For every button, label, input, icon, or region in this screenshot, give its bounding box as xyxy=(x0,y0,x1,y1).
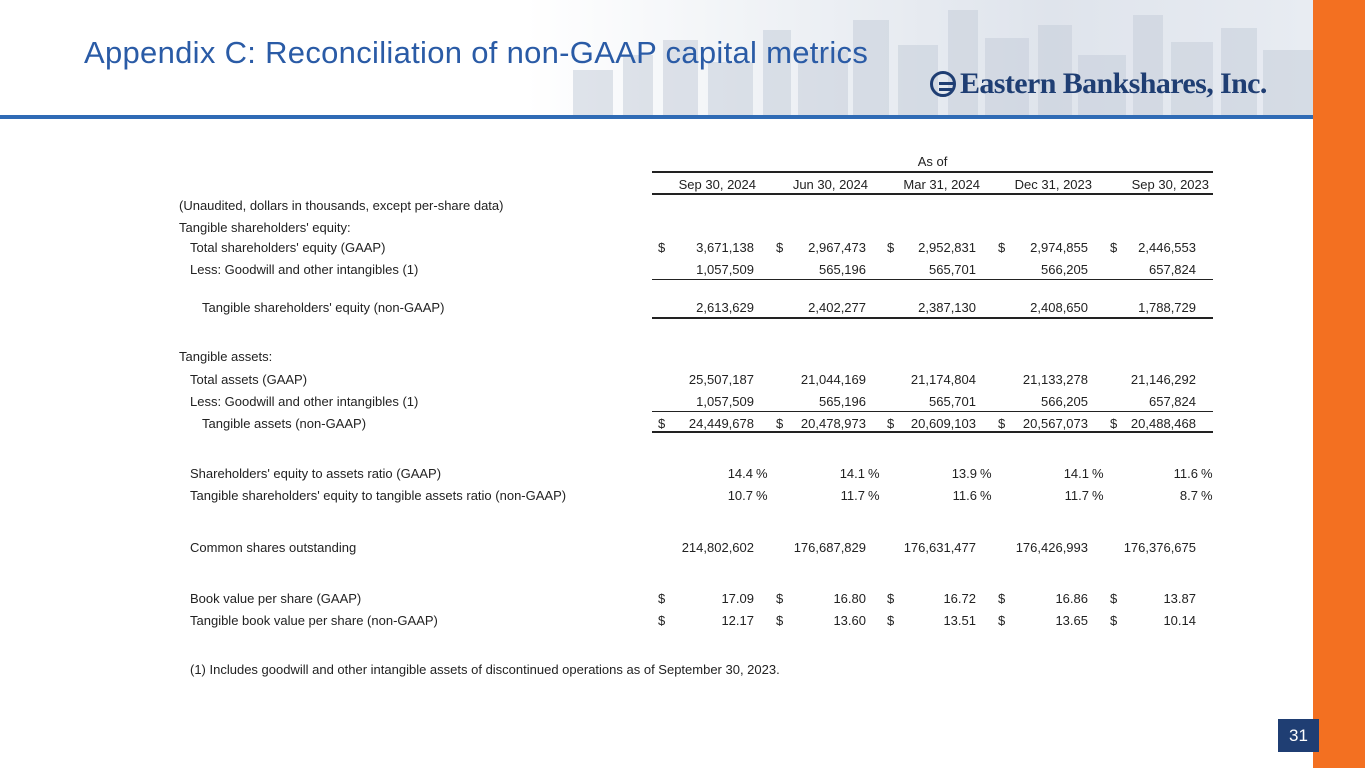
value-cell: 1,057,509 xyxy=(696,394,754,409)
bvps-label: Book value per share (GAAP) xyxy=(190,591,362,606)
currency-sign: $ xyxy=(658,416,666,431)
value-cell: 11.7 xyxy=(1064,488,1089,503)
subtotal-underline xyxy=(652,411,1213,412)
value-cell: 20,478,973 xyxy=(800,416,866,431)
value-cell: 13.9 xyxy=(951,466,977,481)
currency-sign: $ xyxy=(887,591,895,606)
currency-sign: $ xyxy=(658,591,666,606)
currency-sign: $ xyxy=(1110,613,1118,628)
column-header-underline xyxy=(652,193,1213,195)
percent-sign: % xyxy=(1092,488,1104,503)
value-cell: 8.7 xyxy=(1179,488,1198,503)
value-cell: 13.51 xyxy=(943,613,976,628)
value-cell: 565,196 xyxy=(819,394,866,409)
value-cell: 565,701 xyxy=(929,394,976,409)
currency-sign: $ xyxy=(1110,591,1118,606)
value-cell: 214,802,602 xyxy=(681,540,754,555)
value-cell: 2,446,553 xyxy=(1138,240,1196,255)
value-cell: 2,613,629 xyxy=(696,300,754,315)
percent-sign: % xyxy=(980,466,992,481)
tangible-equity-heading: Tangible shareholders' equity: xyxy=(179,220,351,235)
value-cell: 2,408,650 xyxy=(1030,300,1088,315)
accent-stripe xyxy=(1313,0,1365,768)
footnote: (1) Includes goodwill and other intangible assets of discontinued operations as of September 30, 2023. xyxy=(190,662,780,677)
total-underline xyxy=(652,317,1213,319)
value-cell: 21,174,804 xyxy=(910,372,976,387)
currency-sign: $ xyxy=(998,240,1006,255)
value-cell: 10.14 xyxy=(1163,613,1196,628)
value-cell: 11.6 xyxy=(1173,466,1198,481)
value-cell: 565,701 xyxy=(929,262,976,277)
currency-sign: $ xyxy=(998,416,1006,431)
value-cell: 13.65 xyxy=(1055,613,1088,628)
currency-sign: $ xyxy=(1110,416,1118,431)
as-of-header: As of xyxy=(917,154,948,169)
percent-sign: % xyxy=(1201,466,1213,481)
currency-sign: $ xyxy=(776,416,784,431)
value-cell: 2,387,130 xyxy=(918,300,976,315)
value-cell: 25,507,187 xyxy=(688,372,754,387)
value-cell: 566,205 xyxy=(1041,262,1088,277)
currency-sign: $ xyxy=(658,613,666,628)
value-cell: 13.60 xyxy=(833,613,866,628)
percent-sign: % xyxy=(1092,466,1104,481)
currency-sign: $ xyxy=(658,240,666,255)
value-cell: 176,631,477 xyxy=(903,540,976,555)
currency-sign: $ xyxy=(776,591,784,606)
currency-sign: $ xyxy=(887,240,895,255)
value-cell: 21,133,278 xyxy=(1022,372,1088,387)
value-cell: 2,952,831 xyxy=(918,240,976,255)
logo-text: Eastern Bankshares, Inc. xyxy=(960,67,1267,100)
units-note: (Unaudited, dollars in thousands, except per-share data) xyxy=(179,198,504,213)
column-header: Dec 31, 2023 xyxy=(1014,177,1092,192)
percent-sign: % xyxy=(868,488,880,503)
value-cell: 14.4 xyxy=(727,466,753,481)
percent-sign: % xyxy=(756,488,768,503)
currency-sign: $ xyxy=(1110,240,1118,255)
value-cell: 1,788,729 xyxy=(1138,300,1196,315)
column-header: Sep 30, 2024 xyxy=(678,177,756,192)
value-cell: 2,967,473 xyxy=(808,240,866,255)
percent-sign: % xyxy=(980,488,992,503)
currency-sign: $ xyxy=(776,240,784,255)
total-underline xyxy=(652,431,1213,433)
value-cell: 565,196 xyxy=(819,262,866,277)
value-cell: 12.17 xyxy=(721,613,754,628)
value-cell: 13.87 xyxy=(1163,591,1196,606)
currency-sign: $ xyxy=(998,613,1006,628)
value-cell: 16.72 xyxy=(943,591,976,606)
as-of-underline xyxy=(652,171,1213,173)
value-cell: 657,824 xyxy=(1149,394,1196,409)
currency-sign: $ xyxy=(887,613,895,628)
value-cell: 566,205 xyxy=(1041,394,1088,409)
value-cell: 16.86 xyxy=(1055,591,1088,606)
tangible-ratio-label: Tangible shareholders' equity to tangible assets ratio (non-GAAP) xyxy=(190,488,567,503)
currency-sign: $ xyxy=(776,613,784,628)
value-cell: 2,402,277 xyxy=(808,300,866,315)
tangible-equity-label: Tangible shareholders' equity (non-GAAP) xyxy=(202,300,445,315)
subtotal-underline xyxy=(652,279,1213,280)
percent-sign: % xyxy=(1201,488,1213,503)
value-cell: 20,609,103 xyxy=(910,416,976,431)
value-cell: 3,671,138 xyxy=(696,240,754,255)
value-cell: 1,057,509 xyxy=(696,262,754,277)
tangible-assets-heading: Tangible assets: xyxy=(179,349,273,364)
value-cell: 176,376,675 xyxy=(1123,540,1196,555)
value-cell: 20,488,468 xyxy=(1130,416,1196,431)
tangible-assets-label: Tangible assets (non-GAAP) xyxy=(202,416,367,431)
column-header: Mar 31, 2024 xyxy=(903,177,980,192)
currency-sign: $ xyxy=(887,416,895,431)
less-goodwill-2-label: Less: Goodwill and other intangibles (1) xyxy=(190,394,419,409)
value-cell: 24,449,678 xyxy=(688,416,754,431)
percent-sign: % xyxy=(868,466,880,481)
tbvps-label: Tangible book value per share (non-GAAP) xyxy=(190,613,438,628)
less-goodwill-1-label: Less: Goodwill and other intangibles (1) xyxy=(190,262,419,277)
value-cell: 20,567,073 xyxy=(1022,416,1088,431)
percent-sign: % xyxy=(756,466,768,481)
value-cell: 10.7 xyxy=(727,488,753,503)
value-cell: 657,824 xyxy=(1149,262,1196,277)
value-cell: 17.09 xyxy=(721,591,754,606)
page-number: 31 xyxy=(1278,719,1319,752)
shares-label: Common shares outstanding xyxy=(190,540,357,555)
currency-sign: $ xyxy=(998,591,1006,606)
value-cell: 11.7 xyxy=(840,488,865,503)
value-cell: 16.80 xyxy=(833,591,866,606)
total-assets-label: Total assets (GAAP) xyxy=(190,372,308,387)
total-equity-label: Total shareholders' equity (GAAP) xyxy=(190,240,386,255)
value-cell: 21,146,292 xyxy=(1130,372,1196,387)
equity-ratio-label: Shareholders' equity to assets ratio (GAAP) xyxy=(190,466,442,481)
value-cell: 2,974,855 xyxy=(1030,240,1088,255)
value-cell: 21,044,169 xyxy=(800,372,866,387)
value-cell: 176,687,829 xyxy=(793,540,866,555)
page-title: Appendix C: Reconciliation of non-GAAP capital metrics xyxy=(84,35,869,70)
column-header: Jun 30, 2024 xyxy=(792,177,868,192)
column-header: Sep 30, 2023 xyxy=(1131,177,1209,192)
value-cell: 176,426,993 xyxy=(1015,540,1088,555)
value-cell: 14.1 xyxy=(839,466,865,481)
value-cell: 14.1 xyxy=(1063,466,1089,481)
value-cell: 11.6 xyxy=(952,488,977,503)
